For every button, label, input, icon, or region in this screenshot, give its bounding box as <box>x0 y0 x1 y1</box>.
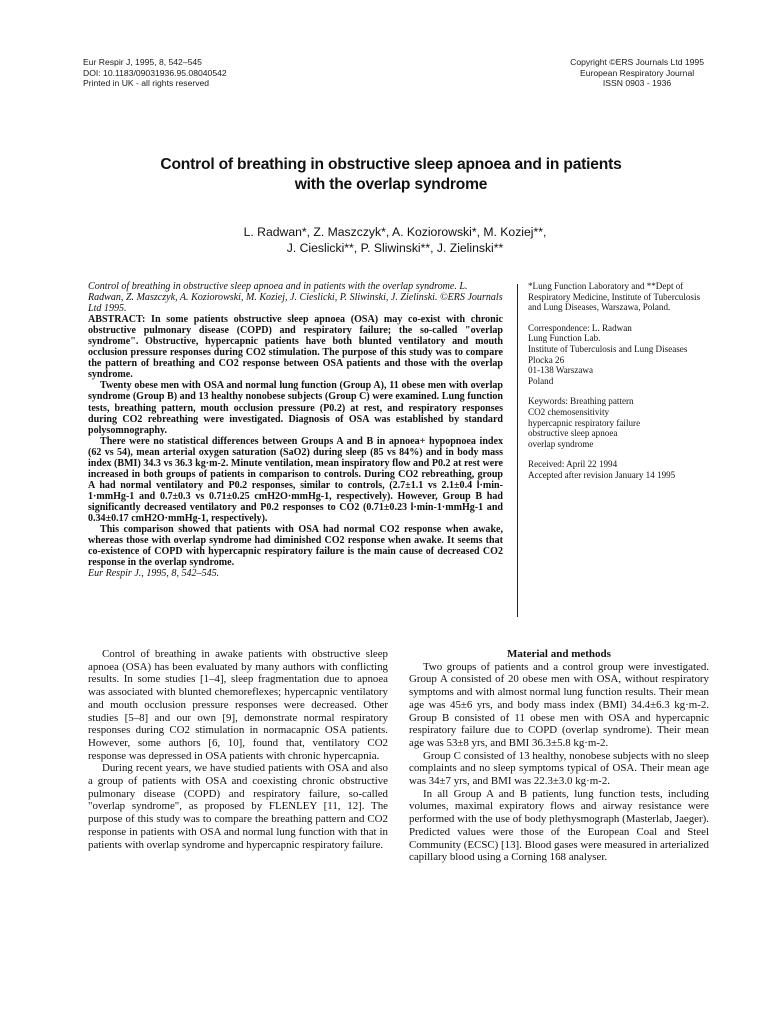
correspondence-line: Institute of Tuberculosis and Lung Diseases <box>528 343 688 354</box>
section-heading: Material and methods <box>507 648 611 660</box>
intro-paragraph-2: During recent years, we have studied patients with OSA and also a group of patients with OSA and coexisting chronic obstructive pulmonary disease (COPD) and respiratory failure, so-called "overlap syndrome", as proposed by FLENLEY [11, 12]. The purpose of this study was to compare the breathing pattern and CO2 response in patients with OSA and normal lung function with that in patients with overlap syndrome and hypercapnic respiratory failure. <box>88 762 388 851</box>
abstract <box>88 281 503 579</box>
title-line-1: Control of breathing in obstructive sleep apnoea and in patients <box>160 156 622 173</box>
journal-header-right <box>570 57 704 89</box>
copyright: Copyright ©ERS Journals Ltd 1995 <box>570 57 704 67</box>
body-column-left <box>88 648 388 851</box>
affiliation: *Lung Function Laboratory and **Dept of Respiratory Medicine, Institute of Tuberculosis and Lung Diseases, Warszawa, Poland. <box>528 281 701 313</box>
methods-paragraph-3: In all Group A and B patients, lung function tests, including volumes, maximal expiratory flows and airway resistance were performed with the use of body plethysmograph (Masterlab, Jaeger). Predicted values were those of the European Coal and Steel Community (ECSC) [13]. Blood gases were measured in arterialized capillary blood using a Corning 168 analyser. <box>409 787 709 864</box>
sidebar-notes <box>528 281 708 491</box>
methods-paragraph-1: Two groups of patients and a control group were investigated. Group A consisted of 20 obese men with OSA, without respiratory symptoms and with almost normal lung function results. Their mean age was 45±6 yrs, and body mass index (BMI) 34.4±6.3 kg·m-2. Group B consisted of 11 obese men with OSA and hypercapnic respiratory failure due to COPD (overlap syndrome). Their mean age was 53±8 yrs, and BMI 36.3±5.8 kg·m-2. <box>409 660 709 749</box>
column-divider <box>517 284 518 617</box>
abstract-citation: Control of breathing in obstructive sleep apnoea and in patients with the overlap syndrome. L. Radwan, Z. Maszczyk, A. Koziorowski, M. Koziej, J. Cieslicki, P. Sliwinski, J. Zielinski. ©ERS Journals Ltd 1995. <box>88 281 503 315</box>
correspondence-line: 01-138 Warszawa <box>528 365 594 376</box>
correspondence-line: Lung Function Lab. <box>528 333 601 344</box>
journal-header-left <box>83 57 227 89</box>
accepted-date: Accepted after revision January 14 1995 <box>528 469 676 480</box>
received-date: Received: April 22 1994 <box>528 459 618 470</box>
journal-name: European Respiratory Journal <box>579 67 695 78</box>
journal-citation: Eur Respir J, 1995, 8, 542–545 <box>83 57 202 67</box>
print-notice: Printed in UK - all rights reserved <box>83 78 210 88</box>
dates <box>528 459 708 480</box>
doi: DOI: 10.1183/09031936.95.08040542 <box>83 67 227 78</box>
authors-line-1: L. Radwan*, Z. Maszczyk*, A. Koziorowski*, M. Koziej**, <box>243 225 547 239</box>
keyword-line: obstructive sleep apnoea <box>528 428 618 439</box>
authors-line-2: J. Cieslicki**, P. Sliwinski**, J. Zielinski** <box>286 240 504 255</box>
abstract-paragraph-4: This comparison showed that patients with OSA had normal CO2 response when awake, whereas those with overlap syndrome had diminished CO2 response when awake. It seems that co-existence of COPD with hypercapnic respiratory failure is the main cause of decreased CO2 response in the overlap syndrome. <box>88 524 503 569</box>
intro-paragraph-1: Control of breathing in awake patients with obstructive sleep apnoea (OSA) has been evaluated by many authors with conflicting results. In some studies [1–4], sleep fragmentation due to apnoea was associated with blunted chemoreflexes; hypercapnic ventilatory and mouth occlusion pressure responses were decreased. Other studies [5–8] and our own [9], demonstrate normal respiratory responses during CO2 stimulation in normacapnic OSA patients. However, some authors [6, 10], found that, ventilatory CO2 response was depressed in OSA patients with chronic hypercapnia. <box>88 648 388 762</box>
keyword-line: CO2 chemosensitivity <box>528 406 610 417</box>
correspondence-line: Poland <box>528 375 554 386</box>
title-line-2: with the overlap syndrome <box>294 176 488 193</box>
keyword-line: Keywords: Breathing pattern <box>528 396 634 407</box>
correspondence <box>528 323 708 387</box>
correspondence-line: Correspondence: L. Radwan <box>528 322 632 333</box>
author-list <box>130 225 660 256</box>
methods-paragraph-2: Group C consisted of 13 healthy, nonobese subjects with no sleep complaints and no sleep symptoms typical of OSA. Their mean age was 34±7 yrs, and BMI was 22.3±3.0 kg·m-2. <box>409 749 709 788</box>
keywords <box>528 396 708 449</box>
keyword-line: overlap syndrome <box>528 438 594 449</box>
abstract-paragraph-2: Twenty obese men with OSA and normal lung function (Group A), 11 obese men with overlap syndrome (Group B) and 13 healthy nonobese subjects (Group C) were examined. Lung function tests, breathing pattern, mouth occlusion pressure (P0.2) at rest, and respiratory responses during CO2 rebreathing were investigated. Diagnosis of OSA was established by standard polysomnography. <box>88 380 503 436</box>
correspondence-line: Plocka 26 <box>528 354 565 365</box>
abstract-paragraph-1: ABSTRACT: In some patients obstructive sleep apnoea (OSA) may co-exist with chronic obstructive pulmonary disease (COPD) and respiratory failure; the so-called "overlap syndrome". Obstructive, hypercapnic patients have both blunted ventilatory and mouth occlusion pressure responses during CO2 stimulation. The purpose of this study was to compare the pattern of breathing and CO2 response between OSA patients and those with the overlap syndrome. <box>88 314 503 381</box>
article-title <box>70 155 712 195</box>
abstract-paragraph-3: There were no statistical differences between Groups A and B in apnoea+ hypopnoea index (62 vs 54), mean arterial oxygen saturation (SaO2) during sleep (85 vs 84%) and in body mass index (BMI) 34.3 vs 36.3 kg·m-2. Minute ventilation, mean inspiratory flow and P0.2 at rest were increased in both groups of patients in comparison to controls. During CO2 rebreathing, group A had normal ventilatory and P0.2 responses, similar to controls, (2.7±1.1 vs 2.1±0.4 l·min-1·mmHg-1 and 0.7±0.3 vs 0.71±0.25 cmH2O·mmHg-1, respectively). However, Group B had significantly decreased ventilatory and P0.2 responses to CO2 (0.71±0.23 l·min-1·mmHg-1 and 0.34±0.17 cmH2O·mmHg-1, respectively). <box>88 435 503 524</box>
issn: ISSN 0903 - 1936 <box>602 78 672 88</box>
abstract-reference: Eur Respir J., 1995, 8, 542–545. <box>88 568 220 580</box>
keyword-line: hypercapnic respiratory failure <box>528 417 641 428</box>
body-column-right <box>409 648 709 864</box>
